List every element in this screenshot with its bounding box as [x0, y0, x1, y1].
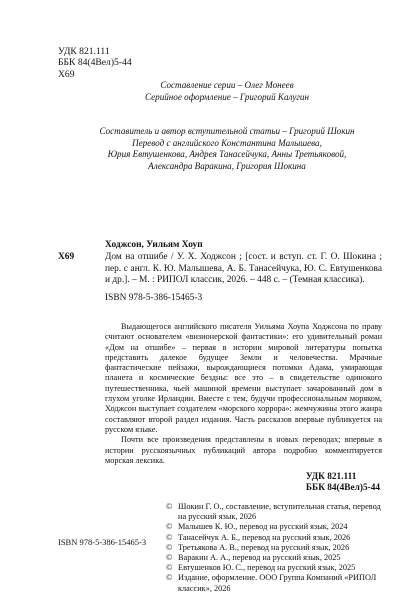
bbk-code: ББК 84(4Вел)5-44	[58, 57, 132, 69]
copyright-notices	[166, 502, 384, 594]
author-mark: Х69	[58, 68, 75, 80]
credit-line: Составитель и автор вступительной статьи – Григорий Шокин	[99, 126, 355, 136]
copyright-symbol: ©	[166, 563, 173, 573]
copyright-item	[166, 563, 384, 573]
credit-line: Александра Варакина, Григория Шокина	[148, 160, 306, 171]
book-credits	[86, 126, 368, 172]
udc-code: УДК 821.111	[305, 472, 357, 482]
copyright-item	[166, 502, 384, 522]
series-credits	[86, 80, 368, 103]
record-code: Х69	[58, 251, 75, 262]
catalog-codes	[58, 46, 132, 80]
copyright-symbol: ©	[166, 573, 173, 583]
copyright-item	[166, 543, 384, 553]
catalog-codes-right	[306, 472, 380, 495]
copyright-item	[166, 533, 384, 543]
isbn-footer: ISBN 978-5-386-15465-3	[58, 537, 147, 547]
copyright-item	[166, 573, 384, 593]
copyright-text: Танасейчук А. Б., перевод на русский язык, 2026	[178, 532, 351, 542]
copyright-item	[166, 522, 384, 532]
credit-line: Юрия Евтушенкова, Андрея Танасейчука, Анны Третьяковой,	[107, 149, 347, 160]
copyright-symbol: ©	[166, 542, 173, 552]
annotation	[105, 322, 382, 466]
bbk-code: ББК 84(4Вел)5-44	[305, 483, 380, 494]
copyright-text: Евтушенков Ю. С., перевод на русский язык, 2025	[178, 563, 356, 573]
record-isbn: ISBN 978-5-386-15465-3	[105, 293, 203, 304]
credit-line: Перевод с английского Константина Малышева,	[132, 137, 322, 148]
annotation-paragraph: Почти все произведения представлены в новых переводах; впервые в истории русскоязычных публикаций автора подробно комментируется морская лексика.	[105, 435, 382, 465]
copyright-symbol: ©	[166, 553, 173, 563]
copyright-symbol: ©	[166, 502, 173, 511]
copyright-text: Издание, оформление. ООО Группа Компаний «РИПОЛ классик», 2026	[178, 573, 377, 593]
credit-line: Серийное оформление – Григорий Калугин	[144, 91, 309, 102]
copyright-text: Третьякова А. В., перевод на русский язык, 2026	[178, 542, 350, 552]
copyright-text: Шокин Г. О., составление, вступительная статья, перевод на русский язык, 2026	[178, 502, 381, 522]
copyright-symbol: ©	[166, 532, 173, 542]
record-author: Ходжсон, Уильям Хоуп	[105, 240, 203, 250]
annotation-paragraph: Выдающегося английского писателя Уильяма Хоупа Ходжсона по праву считают основателем «визионерской фантастики»: его удивительный роман «Дом на отшибе» – первая в истории мировой литературы попытка представить далекое будущее Земли и человечества. Мрачные фантастические пейзажи, вырождающиеся потомки Адама, умирающая планета и космические бездны: все это – в свидетельстве одинокого путешественника, чьей машиной времени выступает зачарованный дом в глухом уголке Ирландии. Вместе с тем, будучи профессиональным моряком, Ходжсон выступает создателем «морского хоррора»: жемчужины этого жанра составляют второй раздел издания. Часть рассказов впервые публикуется на русском языке.	[105, 322, 382, 434]
credit-line: Составление серии – Олег Монеев	[160, 80, 294, 90]
copyright-text: Малышев К. Ю., перевод на русский язык, 2024	[178, 522, 348, 532]
copyright-item	[166, 553, 384, 563]
bibliographic-record	[58, 240, 382, 305]
udc-code: УДК 821.111	[58, 46, 110, 57]
copyright-symbol: ©	[166, 522, 173, 532]
record-description: Дом на отшибе / У. Х. Ходжсон ; [сост. и вступ. ст. Г. О. Шокина ; пер. с англ. К. Ю. Малышева, А. Б. Танасейчука, Ю. С. Евтушенкова и др.]. – М. : РИПОЛ классик, 2026. – 448 с. – (Темная классика).	[105, 251, 382, 286]
copyright-text: Варакин А. А., перевод на русский язык, 2025	[178, 553, 341, 563]
